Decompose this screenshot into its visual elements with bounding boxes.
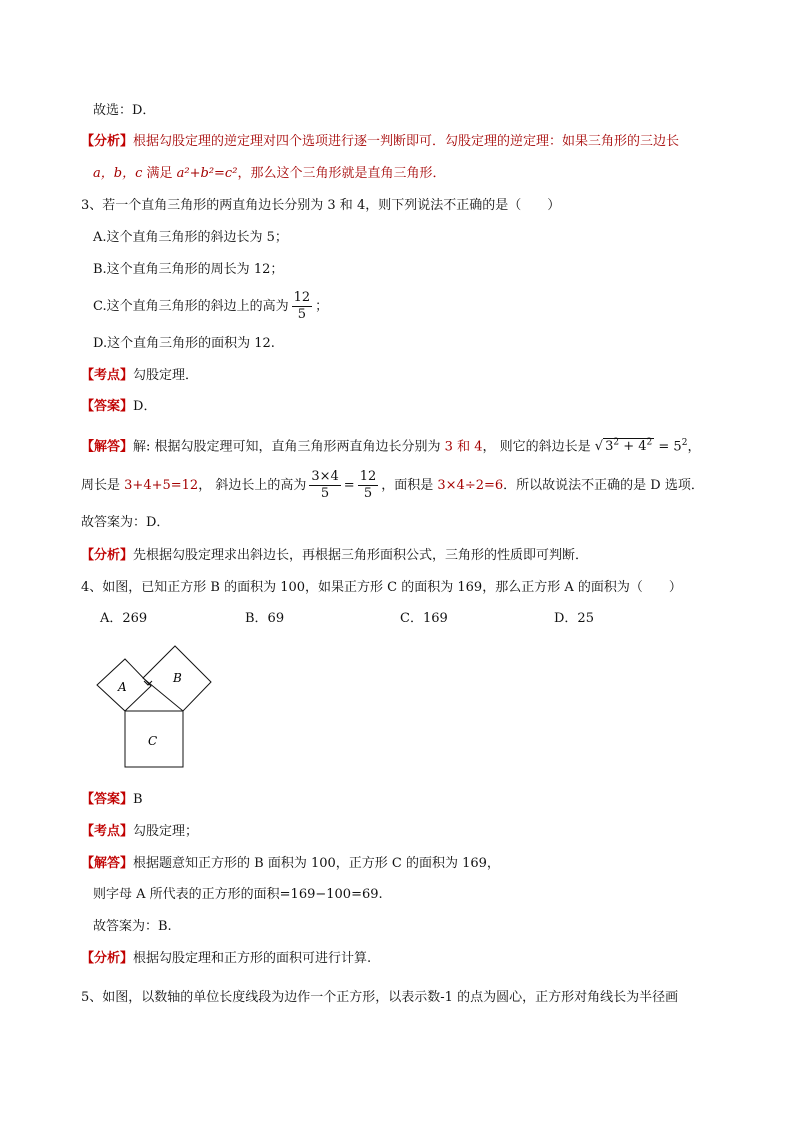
result: = 5: [658, 439, 682, 455]
numerator: 12: [293, 290, 311, 305]
text: ．所以故说法不正确的是 D 选项．: [503, 478, 704, 493]
q4-option-c: C．169: [400, 611, 448, 626]
text: ， 则它的斜边长是: [482, 439, 591, 455]
variables: a，b，c: [93, 166, 143, 181]
denominator: 5: [320, 486, 330, 501]
q4-jieda: [81, 854, 500, 874]
text: ；: [315, 299, 329, 314]
q4-option-a: A．269: [100, 611, 148, 626]
question-5-stem: 5、如图，以数轴的单位长度线段为边作一个正方形，以表示数-1 的点为圆心，正方形对角线长为半径画: [81, 990, 679, 1005]
q3-jieda-line2: 周长是 3+4+5=12， 斜边长上的高为 $\frac{3\times 4}{5}$ = $\frac{12}{5}$ ，面积是 3×4÷2=6．所以故说法不正确的是 D 选项．: [81, 469, 704, 501]
kaodian-text: 勾股定理；: [133, 824, 199, 839]
q3-conclusion: 故答案为：D．: [81, 515, 170, 530]
analysis-text: 根据勾股定理和正方形的面积可进行计算.: [133, 951, 372, 966]
question-4-stem: 4、如图，已知正方形 B 的面积为 100，如果正方形 C 的面积为 169，那么正方形 A 的面积为（ ）: [81, 580, 682, 595]
kaodian-tag: 【考点】: [81, 824, 134, 839]
kaodian-tag: 【考点】: [81, 368, 134, 383]
text: C.这个直角三角形的斜边上的高为: [93, 299, 289, 314]
pythagoras-squares-figure: [90, 640, 220, 775]
q3-analysis: [81, 546, 588, 566]
text: 解: 根据勾股定理可知，直角三角形两直角边长分别为: [133, 439, 441, 455]
analysis-paragraph: [81, 132, 679, 152]
analysis-text: 先根据勾股定理求出斜边长，再根据三角形面积公式，三角形的性质即可判断．: [133, 548, 589, 563]
q4-jieda-cont: 则字母 A 所代表的正方形的面积=169−100=69.: [93, 887, 383, 902]
q4-conclusion: 故答案为：B.: [93, 919, 172, 934]
fraction: [309, 469, 340, 502]
q3-option-c: [93, 286, 328, 328]
question-3-stem: 3、若一个直角三角形的两直角边长分别为 3 和 4，则下列说法不正确的是（ ）: [81, 198, 561, 213]
answer-text: D．: [133, 399, 157, 414]
analysis-tag: 【分析】: [81, 548, 134, 563]
q3-jieda-line1: 【解答】解: 根据勾股定理可知，直角三角形两直角边长分别为 3 和 4， 则它的斜边长是 √ $3^2 + 4^2 = 5^2$，: [81, 437, 700, 458]
label-b: B: [173, 671, 182, 685]
equation: a²+b²=c²: [176, 166, 238, 181]
denominator: 5: [363, 486, 373, 501]
text: 满足: [146, 166, 173, 181]
area-calc: 3×4÷2=6: [437, 478, 504, 493]
answer-choice: 故选：D．: [93, 103, 156, 118]
q4-analysis: [81, 949, 371, 969]
jieda-tag: 【解答】: [81, 856, 134, 871]
sqrt-expression: √ $3^2 + 4^2$: [594, 437, 653, 454]
analysis-tag: 【分析】: [81, 134, 134, 149]
q4-option-d: D．25: [554, 611, 594, 626]
answer-tag: 【答案】: [81, 399, 134, 414]
q3-option-d: D.这个直角三角形的面积为 12.: [93, 336, 275, 351]
q3-option-a: A.这个直角三角形的斜边长为 5；: [93, 230, 288, 245]
text: ，面积是: [381, 478, 434, 493]
numerator: 12: [359, 469, 377, 484]
label-a: A: [118, 680, 127, 694]
fraction: [358, 469, 379, 502]
q3-answer: [81, 397, 156, 417]
text: 周长是: [81, 478, 121, 493]
perimeter-calc: 3+4+5=12: [124, 478, 199, 493]
analysis-paragraph-cont: [93, 164, 445, 184]
text: ， 斜边长上的高为: [198, 478, 307, 493]
kaodian-text: 勾股定理．: [133, 368, 199, 383]
q3-kaodian: [81, 366, 198, 386]
answer-text: B: [133, 792, 143, 807]
label-c: C: [148, 734, 158, 748]
q4-kaodian: [81, 822, 198, 842]
fraction: [292, 290, 313, 323]
answer-tag: 【答案】: [81, 792, 134, 807]
analysis-tag: 【分析】: [81, 951, 134, 966]
q4-option-b: B．69: [245, 611, 285, 626]
numbers: 3 和 4: [444, 439, 483, 455]
radicand-a: 3: [605, 439, 614, 454]
numerator: 3×4: [311, 469, 339, 484]
q3-option-b: B.这个直角三角形的周长为 12；: [93, 262, 284, 277]
q4-answer: [81, 790, 143, 810]
jieda-text: 根据题意知正方形的 B 面积为 100，正方形 C 的面积为 169，: [133, 856, 500, 871]
radicand-b: 4: [638, 439, 647, 454]
text: ，那么这个三角形就是直角三角形．: [237, 166, 446, 181]
analysis-text: 根据勾股定理的逆定理对四个选项进行逐一判断即可．勾股定理的逆定理：如果三角形的三边长: [133, 134, 680, 149]
denominator: 5: [297, 307, 307, 322]
jieda-tag: 【解答】: [81, 439, 134, 455]
